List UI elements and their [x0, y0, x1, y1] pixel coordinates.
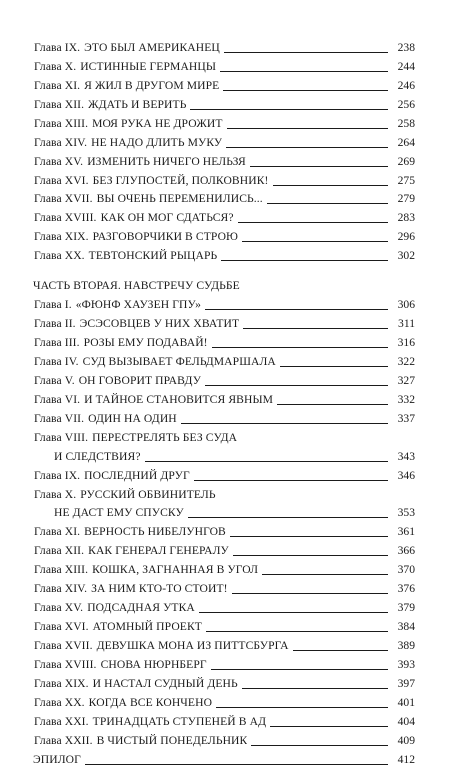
chapter-number: Глава XVI.: [34, 620, 89, 634]
toc-entry-text: [34, 115, 223, 134]
chapter-title: ПЕРЕСТРЕЛЯТЬ БЕЗ СУДА: [92, 430, 238, 444]
chapter-title: ЗА НИМ КТО-ТО СТОИТ!: [91, 582, 228, 596]
dot-leader: [238, 222, 388, 223]
toc-entry-text: [34, 561, 258, 580]
toc-entry: [34, 58, 415, 77]
chapter-number: Глава XIV.: [34, 582, 88, 596]
chapter-number: Глава XIX.: [34, 676, 89, 690]
chapter-number: Глава XV.: [34, 154, 84, 168]
chapter-number: Глава XVII.: [34, 192, 93, 206]
chapter-title: ВЕРНОСТЬ НИБЕЛУНГОВ: [84, 525, 226, 539]
dot-leader: [267, 203, 388, 204]
dot-leader: [233, 555, 388, 556]
chapter-number: Глава VII.: [34, 411, 85, 425]
toc-entry-text: [34, 656, 207, 675]
toc-entry: [34, 675, 415, 694]
page-number: 311: [398, 317, 415, 331]
toc-entry-text: [34, 467, 190, 486]
toc-entry: [34, 191, 415, 210]
dot-leader: [232, 593, 388, 594]
toc-entry: [34, 580, 415, 599]
chapter-title: ЭПИЛОГ: [33, 752, 81, 766]
chapter-number: Глава XX.: [34, 695, 85, 709]
toc-entry: [34, 209, 415, 228]
chapter-title: И НАСТАЛ СУДНЫЙ ДЕНЬ: [92, 676, 238, 690]
toc-part-one-list: [34, 39, 415, 266]
page-number: 322: [397, 354, 415, 368]
toc-entry: [34, 694, 415, 713]
chapter-number: Глава XIII.: [34, 116, 89, 130]
chapter-title: И ТАЙНОЕ СТАНОВИТСЯ ЯВНЫМ: [84, 392, 274, 406]
toc-entry: [34, 523, 415, 542]
chapter-title: АТОМНЫЙ ПРОЕКТ: [92, 620, 202, 634]
chapter-number: Глава X.: [34, 59, 77, 73]
chapter-number: Глава I.: [34, 298, 72, 312]
chapter-number: Глава XV.: [34, 601, 84, 615]
toc-entry: [34, 296, 415, 315]
chapter-title: РАЗГОВОРЧИКИ В СТРОЮ: [92, 230, 239, 244]
toc-entry: [34, 134, 415, 153]
page-number: 246: [397, 78, 415, 92]
page-number: 279: [397, 192, 415, 206]
toc-entry: [34, 372, 415, 391]
toc-entry-text: [34, 486, 216, 505]
chapter-number: Глава VIII.: [34, 430, 89, 444]
dot-leader: [205, 385, 388, 386]
toc-entry: [34, 561, 415, 580]
chapter-number: Глава XVIII.: [34, 211, 97, 225]
toc-entry-text: [34, 637, 289, 656]
toc-entry-text: [34, 39, 220, 58]
toc-entry: [34, 353, 415, 372]
toc-entry: [34, 39, 415, 58]
toc-entry: [34, 467, 415, 486]
chapter-number: Глава XIX.: [34, 230, 89, 244]
dot-leader: [190, 109, 388, 110]
chapter-number: Глава XIV.: [34, 135, 88, 149]
page-number: 275: [397, 173, 415, 187]
page-number: 327: [397, 373, 415, 387]
page-number: 409: [397, 733, 415, 747]
chapter-title: «ФЮНФ ХАУЗЕН ГПУ»: [75, 298, 201, 312]
toc-entry-text: [34, 190, 263, 209]
page-number: 256: [397, 97, 415, 111]
page-number: 389: [397, 639, 415, 653]
toc-entry-text: [34, 372, 201, 391]
toc-entry: [34, 448, 415, 467]
page-number: 302: [397, 249, 415, 263]
page-number: 366: [397, 544, 415, 558]
page-number: 244: [397, 59, 415, 73]
dot-leader: [243, 328, 388, 329]
chapter-number: Глава XII.: [34, 544, 85, 558]
toc-entry: [34, 228, 415, 247]
chapter-number: Глава X.: [34, 487, 77, 501]
page-number: 412: [397, 752, 415, 766]
toc-entry: [34, 751, 415, 770]
dot-leader: [280, 366, 388, 367]
chapter-number: Глава V.: [34, 373, 75, 387]
chapter-number: Глава IX.: [34, 468, 81, 482]
page-number: 379: [397, 601, 415, 615]
chapter-title: КОГДА ВСЕ КОНЧЕНО: [88, 695, 213, 709]
toc-entry-text: [34, 96, 186, 115]
chapter-title: КАК ОН МОГ СДАТЬСЯ?: [100, 211, 234, 225]
chapter-title: ИЗМЕНИТЬ НИЧЕГО НЕЛЬЗЯ: [87, 154, 246, 168]
toc-entry: [34, 153, 415, 172]
dot-leader: [205, 309, 388, 310]
dot-leader: [85, 764, 388, 765]
toc-entry-text: [34, 675, 238, 694]
toc-entry: [34, 315, 415, 334]
toc-entry-text: [34, 134, 222, 153]
page-number: 370: [397, 563, 415, 577]
toc-part-two-list: [34, 296, 415, 769]
chapter-title: ПОДСАДНАЯ УТКА: [87, 601, 195, 615]
toc-entry: [34, 637, 415, 656]
dot-leader: [277, 404, 388, 405]
chapter-title: ОН ГОВОРИТ ПРАВДУ: [78, 373, 201, 387]
dot-leader: [227, 128, 388, 129]
page-number: 353: [397, 506, 415, 520]
page-number: 393: [397, 657, 415, 671]
chapter-title: ВЫ ОЧЕНЬ ПЕРЕМЕНИЛИСЬ...: [96, 192, 263, 206]
toc-entry: [34, 429, 415, 448]
page-number: 238: [397, 40, 415, 54]
toc-entry: [34, 391, 415, 410]
dot-leader: [270, 726, 388, 727]
toc-entry: [34, 732, 415, 751]
chapter-number: Глава XVIII.: [34, 657, 97, 671]
toc-entry: [34, 115, 415, 134]
page-number: 258: [397, 116, 415, 130]
chapter-number: Глава II.: [34, 317, 76, 331]
chapter-title: ЭТО БЫЛ АМЕРИКАНЕЦ: [84, 40, 220, 54]
page-number: 361: [397, 525, 415, 539]
chapter-title: РОЗЫ ЕМУ ПОДАВАЙ!: [83, 336, 208, 350]
chapter-title: НЕ НАДО ДЛИТЬ МУКУ: [91, 135, 223, 149]
chapter-title: И СЛЕДСТВИЯ?: [54, 449, 141, 463]
toc-entry-text: [34, 523, 226, 542]
dot-leader: [188, 517, 388, 518]
dot-leader: [242, 241, 388, 242]
toc-entry: [34, 599, 415, 618]
toc-entry: [34, 486, 415, 505]
page-number: 316: [397, 336, 415, 350]
dot-leader: [206, 631, 388, 632]
chapter-number: Глава III.: [34, 336, 80, 350]
toc-entry-text: [34, 599, 195, 618]
chapter-number: Глава IX.: [34, 40, 81, 54]
chapter-number: Глава XXII.: [34, 733, 93, 747]
page-number: 283: [397, 211, 415, 225]
page-number: 376: [397, 582, 415, 596]
toc-entry-text: [34, 429, 237, 448]
chapter-title: КАК ГЕНЕРАЛ ГЕНЕРАЛУ: [88, 544, 229, 558]
chapter-number: Глава IV.: [34, 354, 79, 368]
dot-leader: [181, 423, 388, 424]
toc-entry-text: [34, 353, 276, 372]
toc-entry: [34, 713, 415, 732]
chapter-title: Я ЖИЛ В ДРУГОМ МИРЕ: [84, 78, 220, 92]
dot-leader: [216, 707, 388, 708]
toc-entry: [34, 247, 415, 266]
dot-leader: [242, 688, 388, 689]
page-number: 337: [397, 411, 415, 425]
chapter-title: МОЯ РУКА НЕ ДРОЖИТ: [92, 116, 223, 130]
dot-leader: [250, 166, 388, 167]
dot-leader: [223, 90, 388, 91]
dot-leader: [273, 185, 388, 186]
page-number: 384: [397, 620, 415, 634]
dot-leader: [262, 574, 388, 575]
toc-entry-text: [34, 172, 269, 191]
toc-entry-text: [34, 732, 247, 751]
dot-leader: [293, 650, 388, 651]
toc-entry-text: [34, 334, 208, 353]
toc-entry: [34, 172, 415, 191]
chapter-title: ЖДАТЬ И ВЕРИТЬ: [88, 97, 187, 111]
part-two-heading: ЧАСТЬ ВТОРАЯ. НАВСТРЕЧУ СУДЬБЕ: [33, 279, 240, 293]
toc-entry: [34, 656, 415, 675]
page-number: 346: [397, 468, 415, 482]
page-number: 264: [397, 135, 415, 149]
page-number: 343: [397, 449, 415, 463]
dot-leader: [226, 147, 388, 148]
chapter-number: Глава XIII.: [34, 563, 89, 577]
toc-entry-text: [34, 228, 238, 247]
toc-entry-text: [34, 410, 177, 429]
toc-entry-text: [34, 247, 217, 266]
toc-entry: [34, 96, 415, 115]
chapter-number: Глава XVI.: [34, 173, 89, 187]
toc-entry-text: [34, 391, 273, 410]
chapter-title: В ЧИСТЫЙ ПОНЕДЕЛЬНИК: [96, 733, 248, 747]
chapter-title: СУД ВЫЗЫВАЕТ ФЕЛЬДМАРШАЛА: [82, 354, 276, 368]
dot-leader: [224, 52, 388, 53]
dot-leader: [211, 669, 388, 670]
chapter-number: Глава XVII.: [34, 639, 93, 653]
page-number: 397: [397, 676, 415, 690]
toc-entry: [34, 410, 415, 429]
dot-leader: [251, 745, 388, 746]
dot-leader: [221, 260, 388, 261]
chapter-title: СНОВА НЮРНБЕРГ: [100, 657, 207, 671]
toc-entry-text: [34, 153, 246, 172]
toc-entry-text: [34, 542, 229, 561]
toc-entry-text: [54, 448, 141, 467]
chapter-title: ТЕВТОНСКИЙ РЫЦАРЬ: [88, 249, 218, 263]
dot-leader: [194, 480, 388, 481]
page-number: 404: [397, 714, 415, 728]
dot-leader: [220, 71, 388, 72]
chapter-title: ЭСЭСОВЦЕВ У НИХ ХВАТИТ: [79, 317, 240, 331]
toc-entry-text: [34, 296, 201, 315]
dot-leader: [145, 461, 388, 462]
chapter-title: ПОСЛЕДНИЙ ДРУГ: [84, 468, 190, 482]
dot-leader: [230, 536, 388, 537]
toc-entry: [34, 505, 415, 524]
table-of-contents: [34, 39, 415, 770]
chapter-title: ДЕВУШКА МОНА ИЗ ПИТТСБУРГА: [96, 639, 289, 653]
chapter-title: НЕ ДАСТ ЕМУ СПУСКУ: [54, 506, 184, 520]
chapter-title: ОДИН НА ОДИН: [88, 411, 177, 425]
page-number: 269: [397, 154, 415, 168]
chapter-title: ИСТИННЫЕ ГЕРМАНЦЫ: [80, 59, 217, 73]
chapter-number: Глава XXI.: [34, 714, 89, 728]
toc-entry-text: [33, 751, 81, 770]
toc-entry-text: [54, 504, 184, 523]
toc-entry: [34, 542, 415, 561]
page-number: 306: [397, 298, 415, 312]
chapter-title: ТРИНАДЦАТЬ СТУПЕНЕЙ В АД: [92, 714, 267, 728]
page-number: 296: [397, 230, 415, 244]
dot-leader: [212, 347, 388, 348]
chapter-number: Глава XII.: [34, 97, 85, 111]
chapter-title: КОШКА, ЗАГНАННАЯ В УГОЛ: [92, 563, 259, 577]
dot-leader: [199, 612, 388, 613]
toc-entry: [34, 334, 415, 353]
chapter-number: Глава VI.: [34, 392, 81, 406]
page-number: 401: [397, 695, 415, 709]
toc-entry-text: [34, 694, 212, 713]
chapter-title: БЕЗ ГЛУПОСТЕЙ, ПОЛКОВНИК!: [92, 173, 269, 187]
toc-entry-text: [34, 58, 216, 77]
toc-entry-text: [34, 580, 228, 599]
chapter-number: Глава XX.: [34, 249, 85, 263]
chapter-number: Глава XI.: [34, 78, 81, 92]
page-number: 332: [397, 392, 415, 406]
toc-entry-text: [34, 315, 239, 334]
toc-entry: [34, 77, 415, 96]
chapter-title: РУССКИЙ ОБВИНИТЕЛЬ: [80, 487, 216, 501]
toc-entry-text: [34, 209, 234, 228]
toc-entry-text: [34, 713, 266, 732]
toc-entry: [34, 618, 415, 637]
chapter-number: Глава XI.: [34, 525, 81, 539]
toc-entry-text: [34, 618, 202, 637]
toc-entry-text: [34, 77, 219, 96]
